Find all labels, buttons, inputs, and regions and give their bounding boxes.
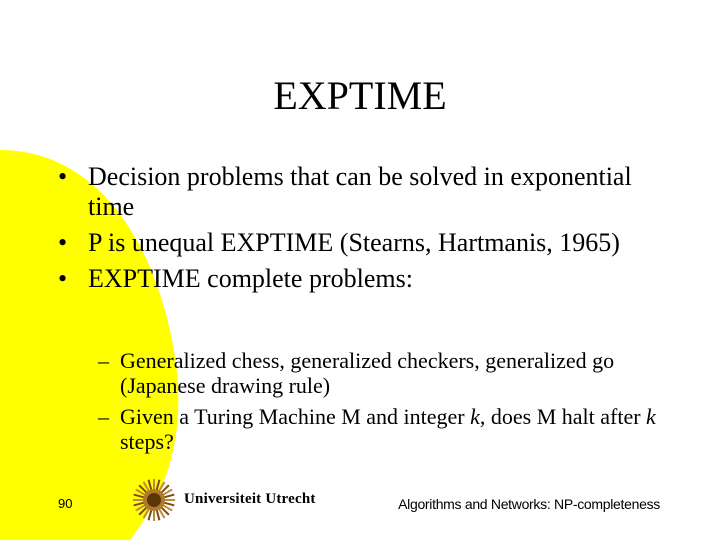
bullet-text: EXPTIME complete problems: <box>88 264 413 293</box>
sub-bullet-item <box>98 404 678 454</box>
bullet-item <box>58 162 658 222</box>
bullet-text: P is unequal EXPTIME (Stearns, Hartmanis, 1965) <box>88 228 620 257</box>
bullet-list <box>58 162 658 300</box>
bullet-glyph: • <box>58 228 68 257</box>
sub-bullet-text-part: steps? <box>120 429 174 454</box>
sub-bullet-text-part: , does M halt after <box>479 404 647 429</box>
logo-text: Universiteit Utrecht <box>184 491 316 507</box>
sub-bullet-text-part: Given a Turing Machine M and integer <box>120 404 471 429</box>
bullet-item <box>58 228 658 258</box>
variable-k: k <box>646 404 656 429</box>
sub-bullet-item <box>98 348 678 398</box>
sub-bullet-list <box>98 348 678 460</box>
course-title: Algorithms and Networks: NP-completeness <box>398 496 660 512</box>
sub-bullet-glyph: – <box>98 348 109 373</box>
bullet-text: Decision problems that can be solved in exponential time <box>88 162 632 221</box>
sub-bullet-text <box>120 404 656 454</box>
page-number: 90 <box>58 496 73 511</box>
bullet-glyph: • <box>58 162 68 191</box>
sub-bullet-text-part: Generalized chess, generalized checkers, generalized go (Japanese drawing rule) <box>120 348 615 398</box>
sub-bullet-text <box>120 348 614 398</box>
variable-k: k <box>470 404 480 429</box>
bullet-item <box>58 264 658 294</box>
slide-title: EXPTIME <box>273 73 447 118</box>
bullet-glyph: • <box>58 264 68 293</box>
university-logo <box>132 478 322 522</box>
sub-bullet-glyph: – <box>98 404 109 429</box>
sun-seal-icon <box>132 478 176 522</box>
